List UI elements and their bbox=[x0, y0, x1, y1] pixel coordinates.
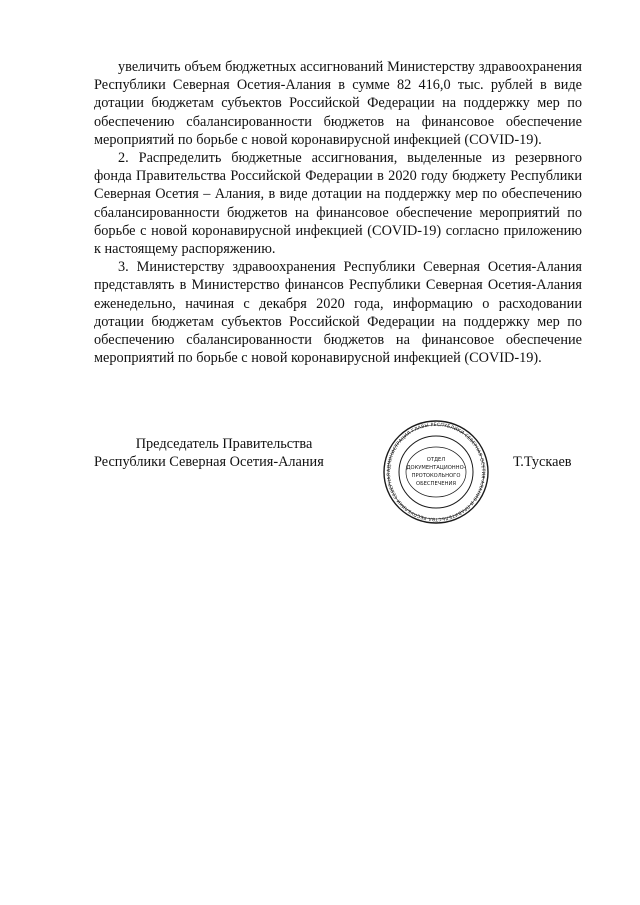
signatory-position-line-2: Республики Северная Осетия-Алания bbox=[94, 454, 324, 470]
signatory-name: Т.Тускаев bbox=[513, 454, 572, 470]
paragraph-2: 2. Распределить бюджетные ассигнования, выделенные из резервного фонда Правительства Российской Федерации в 2020 году бюджету Республики Северная Осетия – Алания, в виде дотации на поддержку мер по обеспечению сбалансированности бюджетов на финансовое обеспечение мероприятий по борьбе с новой коронавирусной инфекцией (COVID-19) согласно приложению к настоящему распоряжению. bbox=[94, 150, 582, 258]
signatory-position-line-1: Председатель Правительства bbox=[135, 436, 313, 452]
paragraph-3: 3. Министерству здравоохранения Республики Северная Осетия-Алания представлять в Министерство финансов Республики Северная Осетия-Алания еженедельно, начиная с декабря 2020 года, информацию о расходовании дотации бюджетам субъектов Российской Федерации на поддержку мер по обеспечению сбалансированности бюджетов на финансовое обеспечение мероприятий по борьбе с новой коронавирусной инфекцией (COVID-19). bbox=[94, 259, 582, 367]
paragraph-1: увеличить объем бюджетных ассигнований Министерству здравоохранения Республики Северная Осетия-Алания в сумме 82 416,0 тыс. рублей в виде дотации бюджетам субъектов Российской Федерации на поддержку мер по обеспечению сбалансированности бюджетов на финансовое обеспечение мероприятий по борьбе с новой коронавирусной инфекцией (COVID-19). bbox=[94, 59, 582, 148]
seal-center-line-2: ДОКУМЕНТАЦИОННО- bbox=[406, 465, 466, 471]
official-seal bbox=[367, 419, 505, 525]
document-body bbox=[94, 58, 582, 367]
signatory-position bbox=[94, 435, 354, 471]
seal-center-line-4: ОБЕСПЕЧЕНИЯ bbox=[416, 481, 456, 487]
seal-center-line-1: ОТДЕЛ bbox=[426, 457, 446, 463]
seal-ring-text: АДМИНИСТРАЦИЯ ГЛАВЫ РЕСПУБЛИКИ СЕВЕРНАЯ ОСЕТИЯ-АЛАНИЯ И ПРАВИТЕЛЬСТВА РЕСПУБЛИКИ СЕВЕРНАЯ bbox=[386, 422, 486, 522]
seal-center-line-3: ПРОТОКОЛЬНОГО bbox=[411, 473, 461, 479]
